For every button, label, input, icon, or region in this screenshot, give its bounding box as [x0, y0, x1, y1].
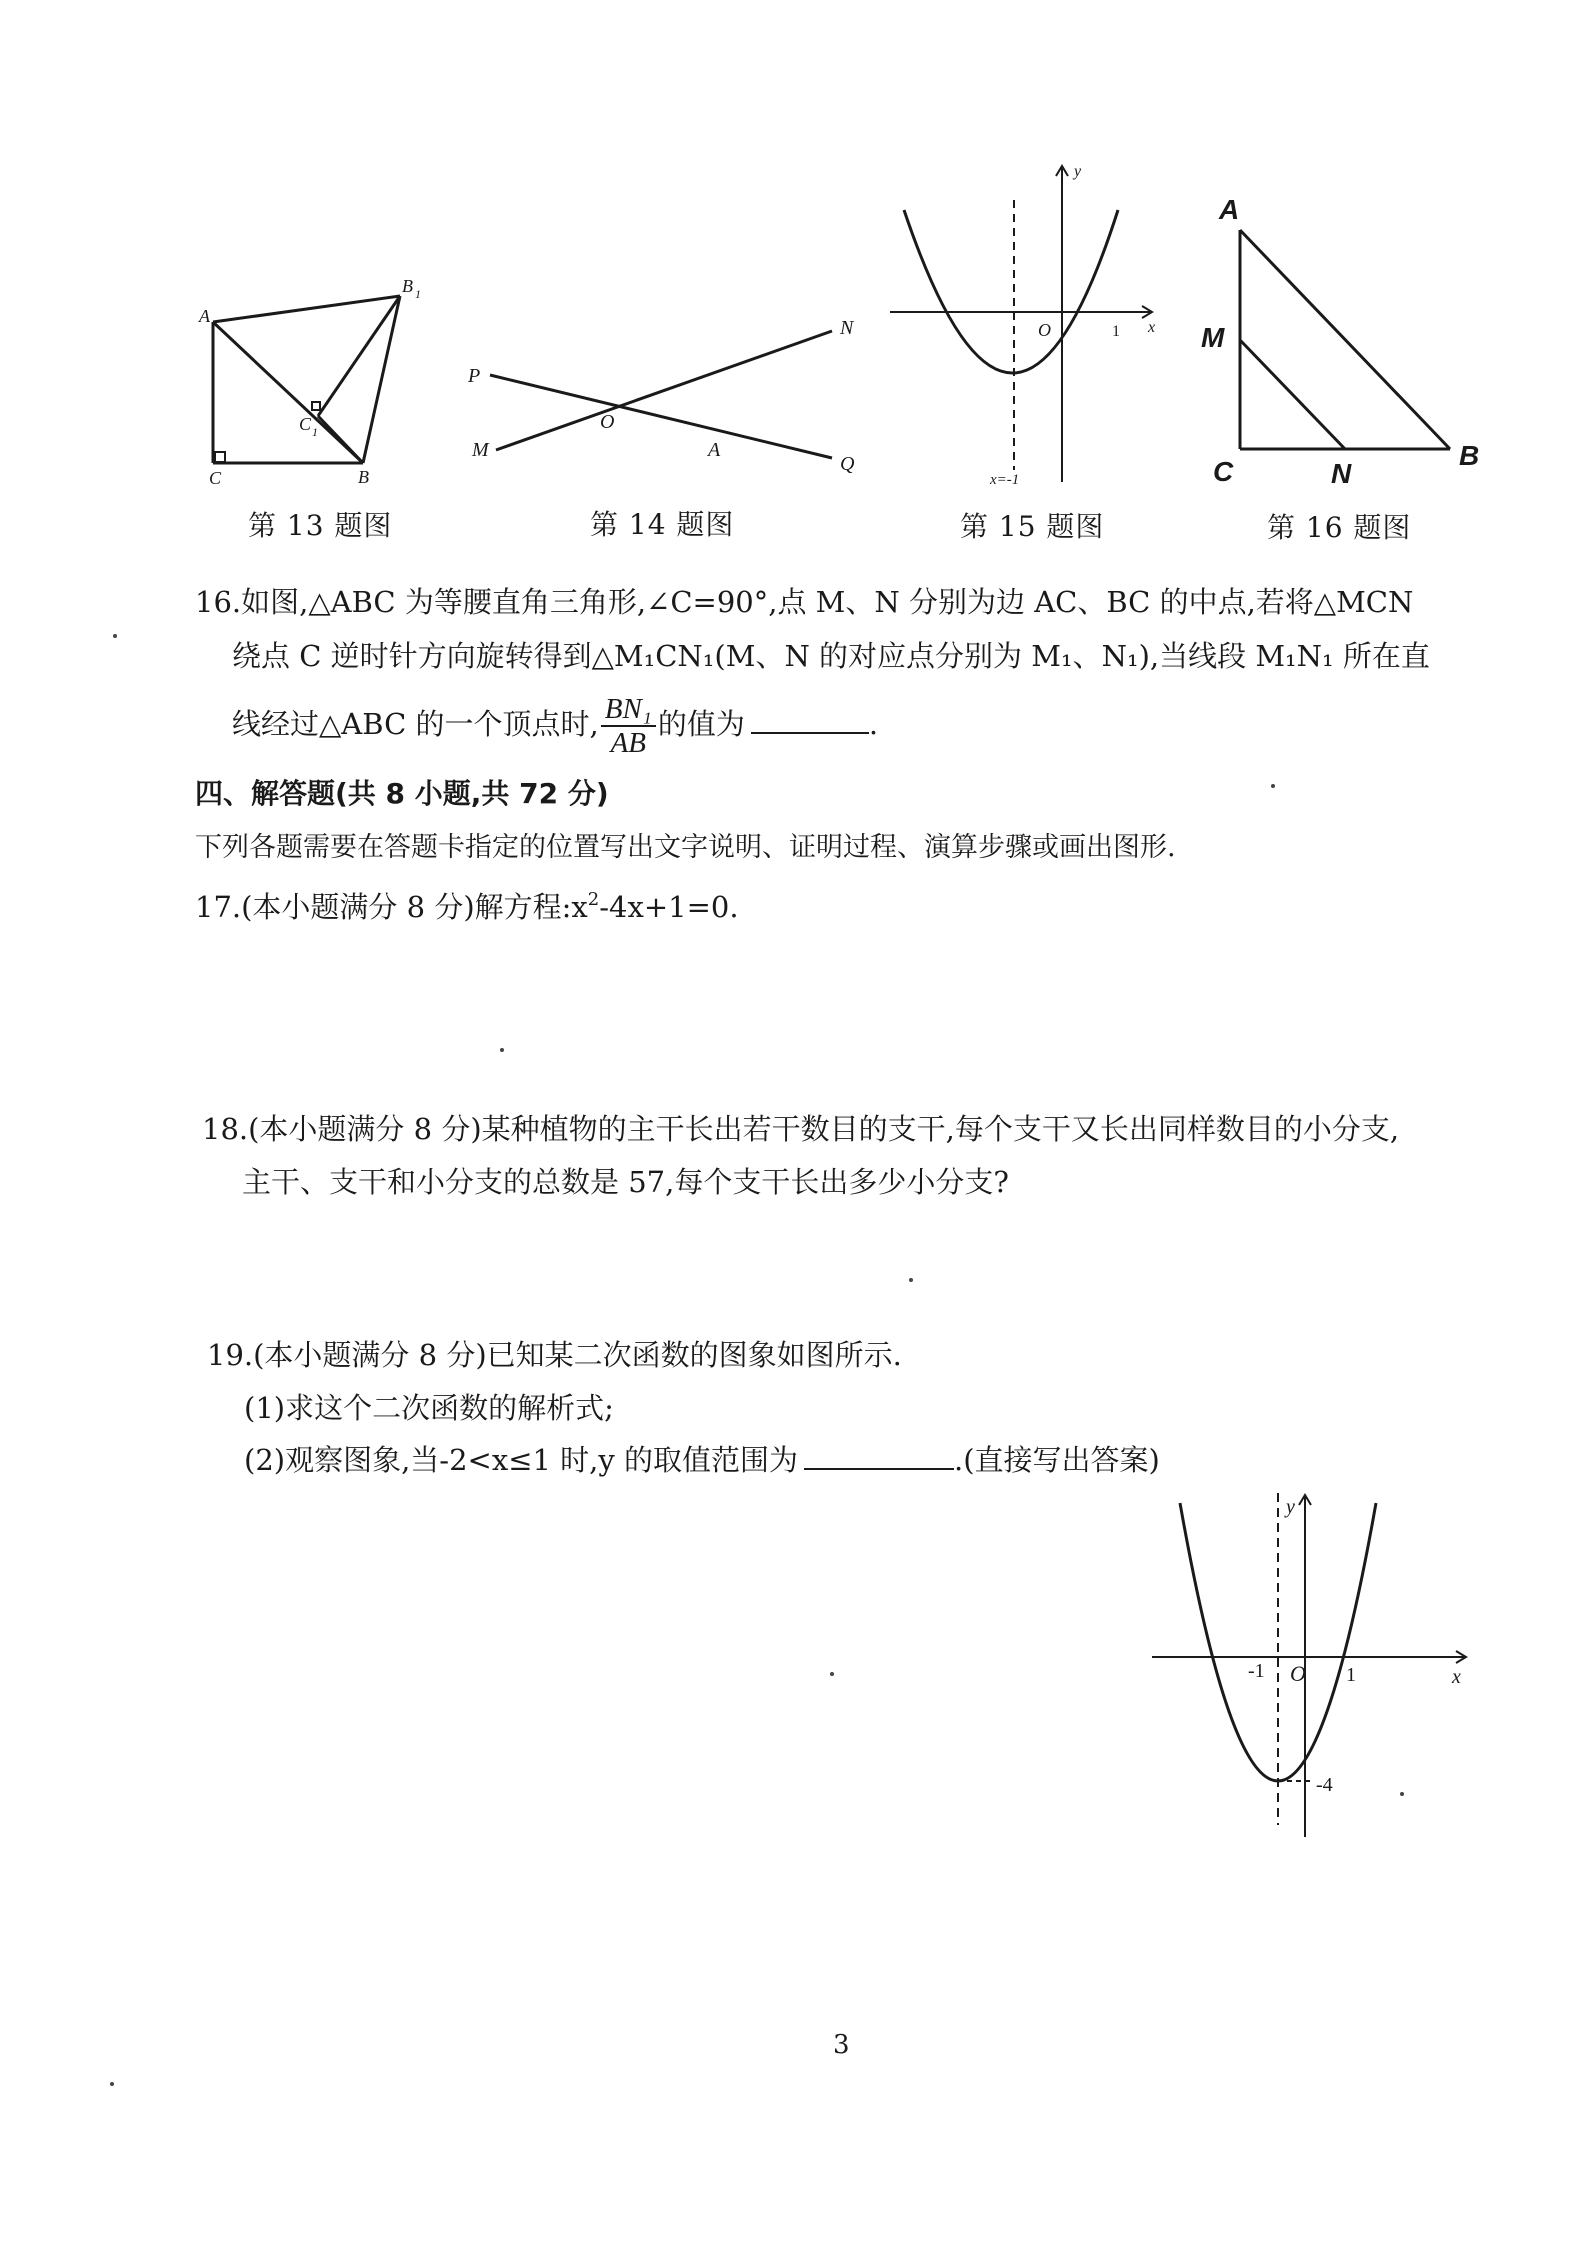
fig15-label-x: x	[1148, 319, 1156, 336]
figure-13-caption: 第 13 题图	[248, 509, 393, 542]
scan-speck	[1400, 1792, 1404, 1796]
fig15-label-axis: x=-1	[990, 472, 1020, 488]
fig14-label-O: O	[600, 411, 615, 433]
figure-16	[1195, 185, 1495, 495]
q17-text	[195, 880, 739, 927]
fig16-label-A: A	[1219, 194, 1240, 225]
scan-speck	[1271, 784, 1275, 788]
fig16-label-B: B	[1459, 440, 1480, 471]
fig16-label-N: N	[1331, 458, 1352, 489]
fig14-label-A: A	[708, 439, 721, 461]
fig15-label-one: 1	[1112, 323, 1120, 340]
fig13-label-B: B	[358, 467, 369, 487]
q17-exponent: 2	[587, 889, 600, 910]
section-4-instruction: 下列各题需要在答题卡指定的位置写出文字说明、证明过程、演算步骤或画出图形.	[195, 832, 1176, 863]
q19-part-2-post: .(直接写出答案)	[954, 1443, 1160, 1477]
scan-speck	[830, 1672, 834, 1676]
figure-14-caption: 第 14 题图	[590, 508, 735, 541]
q17-text-main: 17.(本小题满分 8 分)解方程:x	[195, 890, 588, 924]
q16-fraction-numerator: BN₁	[601, 693, 656, 727]
fig13-label-B1: B	[402, 276, 413, 296]
q16-fraction	[601, 693, 656, 759]
fig14-label-Q: Q	[840, 453, 855, 475]
fig19-label-one: 1	[1346, 1664, 1356, 1686]
scan-speck	[909, 1278, 913, 1282]
fig19-label-neg1: -1	[1248, 1660, 1265, 1682]
q19-answer-blank[interactable]	[804, 1464, 954, 1470]
q16-line-3	[232, 688, 878, 760]
q18-line-2: 主干、支干和小分支的总数是 57,每个支干长出多少小分支?	[242, 1165, 1009, 1199]
q16-line-3-post: 的值为	[657, 707, 745, 741]
figure-15-caption: 第 15 题图	[960, 510, 1105, 543]
scan-speck	[110, 2082, 114, 2086]
fig14-label-P: P	[468, 365, 481, 387]
fig14-label-N: N	[840, 317, 854, 339]
q19-part-2	[244, 1440, 1160, 1480]
fig13-label-C1-sub: 1	[312, 425, 318, 439]
fig13-label-B1-sub: 1	[415, 287, 421, 301]
figure-13	[195, 270, 425, 490]
scan-speck	[113, 634, 117, 638]
figure-19	[1150, 1485, 1480, 1845]
fig15-label-O: O	[1038, 320, 1051, 340]
fig19-label-y: y	[1286, 1496, 1295, 1518]
q19-part-1: (1)求这个二次函数的解析式;	[244, 1391, 614, 1425]
fig16-label-C: C	[1213, 456, 1234, 487]
q16-answer-blank[interactable]	[751, 728, 869, 734]
fig14-label-M: M	[472, 439, 489, 461]
q16-line-1: 16.如图,△ABC 为等腰直角三角形,∠C=90°,点 M、N 分别为边 AC、BC 的中点,若将△MCN	[195, 585, 1414, 619]
q19-part-2-pre: (2)观察图象,当-2<x≤1 时,y 的取值范围为	[244, 1443, 798, 1477]
q19-line-1: 19.(本小题满分 8 分)已知某二次函数的图象如图所示.	[207, 1338, 902, 1372]
fig19-label-neg4: -4	[1316, 1774, 1333, 1796]
section-4-heading: 四、解答题(共 8 小题,共 72 分)	[195, 777, 609, 810]
fig13-label-C: C	[209, 468, 222, 488]
fig19-label-O: O	[1290, 1661, 1306, 1686]
fig16-label-M: M	[1201, 322, 1225, 353]
figure-16-caption: 第 16 题图	[1267, 511, 1412, 544]
fig15-label-y: y	[1074, 163, 1082, 180]
figure-14	[460, 310, 870, 480]
q16-line-3-pre: 线经过△ABC 的一个顶点时,	[232, 707, 599, 741]
figure-15	[890, 160, 1170, 490]
q16-line-3-end: .	[868, 707, 879, 741]
q17-text-after: -4x+1=0.	[599, 890, 739, 924]
fig13-label-A: A	[199, 306, 210, 326]
q16-line-2: 绕点 C 逆时针方向旋转得到△M₁CN₁(M、N 的对应点分别为 M₁、N₁),当线段 M₁N₁ 所在直	[232, 639, 1430, 673]
fig13-label-C1: C	[299, 414, 312, 434]
q18-line-1: 18.(本小题满分 8 分)某种植物的主干长出若干数目的支干,每个支干又长出同样数目的小分支,	[202, 1112, 1400, 1146]
q16-fraction-denominator: AB	[610, 727, 647, 759]
scan-speck	[500, 1048, 504, 1052]
fig19-label-x: x	[1452, 1666, 1461, 1688]
page-number: 3	[833, 2030, 850, 2060]
